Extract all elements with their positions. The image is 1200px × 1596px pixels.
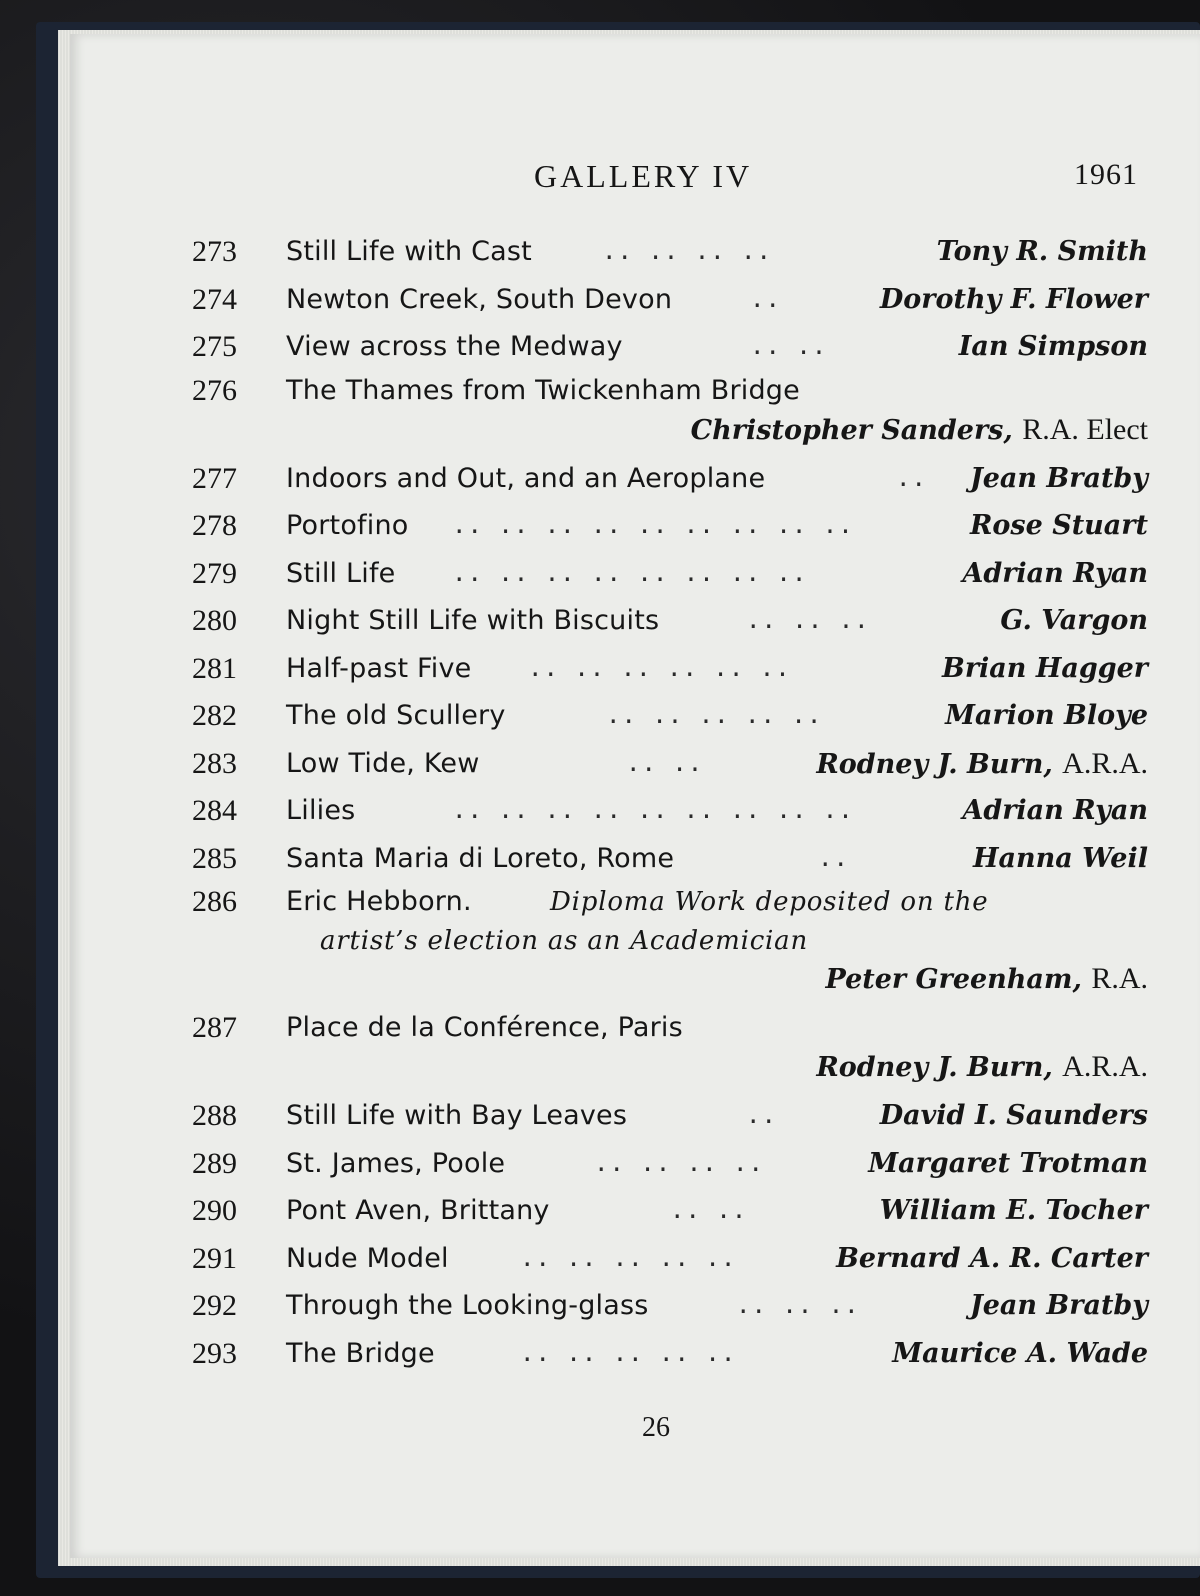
entry-292 bbox=[70, 1282, 1200, 1330]
entry-artist: G. Vargon bbox=[1000, 605, 1148, 636]
entry-number: 289 bbox=[192, 1146, 237, 1180]
entry-artist: Rodney J. Burn, bbox=[816, 1052, 1053, 1083]
year-heading: 1961 bbox=[1074, 158, 1138, 191]
leader-dots: .. .. .. .. .. .. .. .. bbox=[452, 558, 808, 587]
entry-artist: Margaret Trotman bbox=[868, 1147, 1148, 1179]
entry-290 bbox=[70, 1187, 1200, 1235]
entry-title: View across the Medway bbox=[286, 331, 623, 362]
diploma-note-line-2: artist’s election as an Academician bbox=[320, 926, 809, 956]
entry-list bbox=[70, 228, 1200, 1377]
leader-dots: .. .. .. bbox=[746, 606, 870, 634]
leader-dots: .. .. .. .. .. .. bbox=[528, 653, 791, 682]
leader-dots: .. .. .. .. .. bbox=[520, 1243, 737, 1272]
artist-honour: A.R.A. bbox=[1062, 746, 1148, 780]
entry-artist-line bbox=[816, 1048, 1148, 1087]
entry-number: 275 bbox=[192, 330, 237, 363]
leader-dots: .. .. bbox=[670, 1196, 748, 1224]
entry-number: 291 bbox=[192, 1241, 237, 1275]
entry-280 bbox=[70, 597, 1200, 645]
entry-artist: Dorothy F. Flower bbox=[879, 283, 1148, 315]
artist-honour: A.R.A. bbox=[1062, 1050, 1148, 1083]
leader-dots: .. .. bbox=[750, 332, 828, 360]
entry-273 bbox=[70, 228, 1200, 276]
entry-artist-line bbox=[816, 740, 1148, 789]
entry-number: 277 bbox=[192, 461, 237, 495]
entry-284 bbox=[70, 787, 1200, 835]
entry-number: 274 bbox=[192, 282, 237, 316]
entry-title: Through the Looking-glass bbox=[286, 1290, 649, 1321]
entry-title: The Bridge bbox=[286, 1337, 435, 1369]
entry-274 bbox=[70, 276, 1200, 324]
entry-number: 293 bbox=[192, 1336, 237, 1370]
leader-dots: .. bbox=[818, 843, 849, 872]
entry-title: The old Scullery bbox=[286, 700, 506, 731]
entry-title: Half-past Five bbox=[286, 652, 472, 684]
diploma-note-line-1: Diploma Work deposited on the bbox=[550, 887, 989, 917]
leader-dots: .. bbox=[750, 284, 781, 313]
entry-288 bbox=[70, 1092, 1200, 1140]
entry-title: Indoors and Out, and an Aeroplane bbox=[286, 462, 766, 494]
entry-285 bbox=[70, 835, 1200, 883]
entry-artist: Tony R. Smith bbox=[936, 236, 1148, 267]
entry-title: Still Life with Bay Leaves bbox=[286, 1100, 628, 1131]
gallery-heading: GALLERY IV bbox=[534, 158, 753, 194]
entry-283 bbox=[70, 740, 1200, 788]
entry-title: St. James, Poole bbox=[286, 1147, 506, 1179]
leader-dots: .. .. .. .. .. bbox=[606, 701, 823, 729]
entry-title: Portofino bbox=[286, 510, 409, 541]
entry-artist-line bbox=[826, 960, 1149, 999]
entry-title: Night Still Life with Biscuits bbox=[286, 605, 660, 636]
entry-number: 287 bbox=[192, 1011, 237, 1044]
leader-dots: .. .. .. .. .. .. .. .. .. bbox=[452, 796, 854, 824]
entry-title: Still Life with Cast bbox=[286, 236, 532, 267]
entry-293 bbox=[70, 1330, 1200, 1378]
leader-dots: .. .. .. bbox=[736, 1291, 860, 1319]
entry-277 bbox=[70, 455, 1200, 503]
entry-number: 276 bbox=[192, 373, 237, 407]
entry-title: Lilies bbox=[286, 795, 356, 826]
leader-dots: .. .. bbox=[626, 748, 704, 777]
entry-artist: Jean Bratby bbox=[969, 462, 1148, 494]
entry-title: Place de la Conférence, Paris bbox=[286, 1012, 683, 1043]
entry-number: 283 bbox=[192, 746, 237, 780]
leader-dots: .. bbox=[896, 463, 927, 492]
entry-artist: Christopher Sanders, bbox=[690, 414, 1013, 446]
entry-title: The Thames from Twickenham Bridge bbox=[286, 374, 800, 406]
entry-number: 273 bbox=[192, 235, 237, 268]
leader-dots: .. .. .. .. .. .. .. .. .. bbox=[452, 511, 854, 539]
entry-title: Pont Aven, Brittany bbox=[286, 1195, 550, 1226]
entry-286 bbox=[70, 882, 1200, 998]
entry-artist: Ian Simpson bbox=[958, 331, 1148, 362]
entry-281 bbox=[70, 645, 1200, 693]
entry-number: 286 bbox=[192, 885, 237, 918]
entry-number: 282 bbox=[192, 699, 237, 732]
leader-dots: .. .. .. .. bbox=[602, 237, 772, 265]
entry-artist: David I. Saunders bbox=[879, 1100, 1148, 1131]
entry-title: Newton Creek, South Devon bbox=[286, 283, 673, 315]
entry-title: Eric Hebborn. bbox=[286, 886, 472, 917]
leader-dots: .. .. .. .. bbox=[594, 1148, 764, 1177]
artist-honour: R.A. Elect bbox=[1022, 412, 1148, 446]
entry-artist-line bbox=[691, 411, 1148, 450]
entry-artist: Adrian Ryan bbox=[962, 795, 1148, 826]
entry-title: Santa Maria di Loreto, Rome bbox=[286, 842, 675, 874]
entry-artist: William E. Tocher bbox=[879, 1195, 1148, 1226]
entry-artist: Brian Hagger bbox=[942, 652, 1148, 684]
entry-artist: Adrian Ryan bbox=[962, 557, 1148, 589]
artist-honour: R.A. bbox=[1091, 962, 1148, 995]
entry-279 bbox=[70, 550, 1200, 598]
entry-number: 292 bbox=[192, 1289, 237, 1322]
leader-dots: .. bbox=[746, 1101, 777, 1129]
entry-276 bbox=[70, 371, 1200, 449]
entry-number: 285 bbox=[192, 841, 237, 875]
entry-title: Still Life bbox=[286, 557, 396, 589]
entry-278 bbox=[70, 502, 1200, 550]
entry-title: Low Tide, Kew bbox=[286, 747, 480, 779]
entry-289 bbox=[70, 1140, 1200, 1188]
entry-title: Nude Model bbox=[286, 1242, 449, 1274]
entry-artist: Bernard A. R. Carter bbox=[836, 1242, 1148, 1274]
entry-282 bbox=[70, 692, 1200, 740]
entry-artist: Jean Bratby bbox=[969, 1290, 1148, 1321]
entry-287 bbox=[70, 1008, 1200, 1086]
entry-number: 278 bbox=[192, 509, 237, 542]
page-number: 26 bbox=[642, 1412, 670, 1443]
entry-number: 280 bbox=[192, 604, 237, 637]
catalogue-page bbox=[70, 34, 1200, 1558]
entry-number: 288 bbox=[192, 1099, 237, 1132]
entry-artist: Rodney J. Burn, bbox=[816, 748, 1053, 780]
entry-291 bbox=[70, 1235, 1200, 1283]
entry-number: 279 bbox=[192, 556, 237, 590]
entry-artist: Maurice A. Wade bbox=[892, 1337, 1148, 1369]
entry-number: 290 bbox=[192, 1194, 237, 1227]
entry-number: 281 bbox=[192, 651, 237, 685]
leader-dots: .. .. .. .. .. bbox=[520, 1338, 737, 1367]
entry-artist: Marion Bloye bbox=[945, 700, 1148, 731]
entry-number: 284 bbox=[192, 794, 237, 827]
entry-artist: Rose Stuart bbox=[969, 510, 1148, 541]
entry-artist: Hanna Weil bbox=[973, 842, 1148, 874]
entry-275 bbox=[70, 323, 1200, 371]
entry-artist: Peter Greenham, bbox=[825, 964, 1082, 995]
